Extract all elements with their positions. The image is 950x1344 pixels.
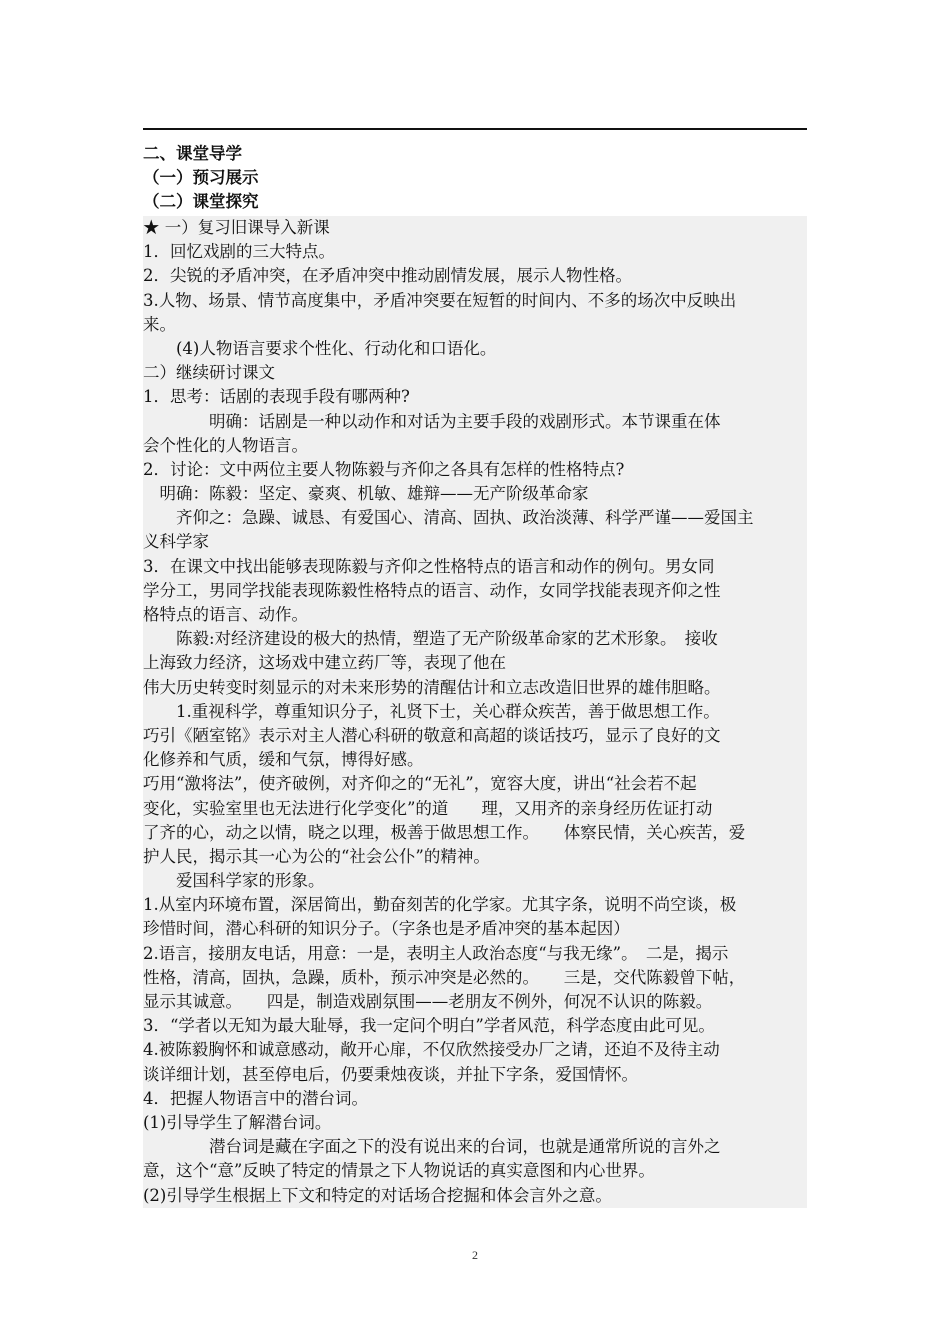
text-line: 上海致力经济，这场戏中建立药厂等，表现了他在: [143, 653, 506, 673]
text-line: 会个性化的人物语言。: [143, 435, 308, 455]
text-line: 4．把握人物语言中的潜台词。: [143, 1088, 368, 1108]
text-line: 4.被陈毅胸怀和诚意感动，敞开心扉，不仅欣然接受办厂之请，还迫不及待主动: [143, 1040, 720, 1060]
text-line: 性格，清高，固执，急躁，质朴，预示冲突是必然的。 三是，交代陈毅曾下帖，: [143, 967, 746, 987]
text-line: 化修养和气质，缓和气氛，博得好感。: [143, 750, 424, 770]
text-line: 二）继续研讨课文: [143, 363, 275, 383]
text-line: 巧用“激将法”，使齐破例，对齐仰之的“无礼”，宽容大度，讲出“社会若不起: [143, 774, 697, 794]
text-line: 1.从室内环境布置，深居简出，勤奋刻苦的化学家。尤其字条，说明不尚空谈，极: [143, 895, 737, 915]
text-line: 1．思考：话剧的表现手段有哪两种?: [143, 387, 410, 407]
text-line: 3．在课文中找出能够表现陈毅与齐仰之性格特点的语言和动作的例句。男女同: [143, 556, 715, 576]
text-line: 护人民，揭示其一心为公的“社会公仆”的精神。: [143, 846, 490, 866]
text-line: (2)引导学生根据上下文和特定的对话场合挖掘和体会言外之意。: [143, 1185, 612, 1205]
text-line: 2．讨论：文中两位主要人物陈毅与齐仰之各具有怎样的性格特点?: [143, 459, 625, 479]
text-line: 1.重视科学，尊重知识分子，礼贤下士，关心群众疾苦，善于做思想工作。: [143, 701, 720, 721]
text-line: 显示其诚意。 四是，制造戏剧氛围——老朋友不例外，何况不认识的陈毅。: [143, 992, 713, 1011]
text-line: 明确：话剧是一种以动作和对话为主要手段的戏剧形式。本节课重在体: [143, 411, 721, 431]
heading-classroom-guide: 二、课堂导学: [143, 144, 242, 163]
text-line: ★ 一）复习旧课导入新课: [143, 218, 330, 237]
text-line: 齐仰之：急躁、诚恳、有爱国心、清高、固执、政治淡薄、科学严谨——爱国主: [143, 508, 754, 528]
text-line: (4)人物语言要求个性化、行动化和口语化。: [143, 338, 497, 358]
text-line: 了齐的心，动之以情，晓之以理，极善于做思想工作。 体察民情，关心疾苦，爱: [143, 822, 746, 842]
text-line: 格特点的语言、动作。: [143, 605, 308, 624]
page-number: 2: [472, 1248, 478, 1262]
text-line: 珍惜时间，潜心科研的知识分子。（字条也是矛盾冲突的基本起因）: [143, 919, 630, 939]
text-line: 潜台词是藏在字面之下的没有说出来的台词，也就是通常所说的言外之: [143, 1137, 721, 1157]
text-line: 明确：陈毅：坚定、豪爽、机敏、雄辩——无产阶级革命家: [143, 484, 589, 504]
heading-preview: （一）预习展示: [143, 168, 259, 187]
text-line: 1．回忆戏剧的三大特点。: [143, 242, 335, 262]
text-line: 巧引《陋室铭》表示对主人潜心科研的敬意和高超的谈话技巧，显示了良好的文: [143, 725, 721, 745]
text-line: 谈详细计划，甚至停电后，仍要秉烛夜谈，并扯下字条，爱国情怀。: [143, 1064, 638, 1084]
text-line: 来。: [143, 314, 176, 334]
text-line: 陈毅:对经济建设的极大的热情，塑造了无产阶级革命家的艺术形象。 接收: [143, 629, 718, 649]
text-line: 变化，实验室里也无法进行化学变化”的道 理，又用齐的亲身经历佐证打动: [143, 798, 713, 818]
header-rule: [143, 128, 807, 130]
text-line: 义科学家: [143, 532, 209, 552]
text-line: 2.语言，接朋友电话，用意：一是，表明主人政治态度“与我无缘”。 二是，揭示: [143, 943, 729, 963]
body-text: [143, 216, 807, 1208]
text-line: 2．尖锐的矛盾冲突，在矛盾冲突中推动剧情发展，展示人物性格。: [143, 266, 632, 286]
heading-inquiry: （二）课堂探究: [143, 192, 259, 211]
text-line: 爱国科学家的形象。: [143, 871, 325, 891]
text-line: 3．“学者以无知为最大耻辱，我一定问个明白”学者风范，科学态度由此可见。: [143, 1016, 715, 1036]
text-line: 3.人物、场景、情节高度集中，矛盾冲突要在短暂的时间内、不多的场次中反映出: [143, 290, 737, 310]
text-line: (1)引导学生了解潜台词。: [143, 1112, 332, 1132]
text-line: 学分工，男同学找能表现陈毅性格特点的语言、动作，女同学找能表现齐仰之性: [143, 580, 721, 600]
text-line: 伟大历史转变时刻显示的对未来形势的清醒估计和立志改造旧世界的雄伟胆略。: [143, 677, 721, 697]
section-headings: [143, 142, 807, 214]
text-line: 意，这个“意”反映了特定的情景之下人物说话的真实意图和内心世界。: [143, 1161, 655, 1181]
